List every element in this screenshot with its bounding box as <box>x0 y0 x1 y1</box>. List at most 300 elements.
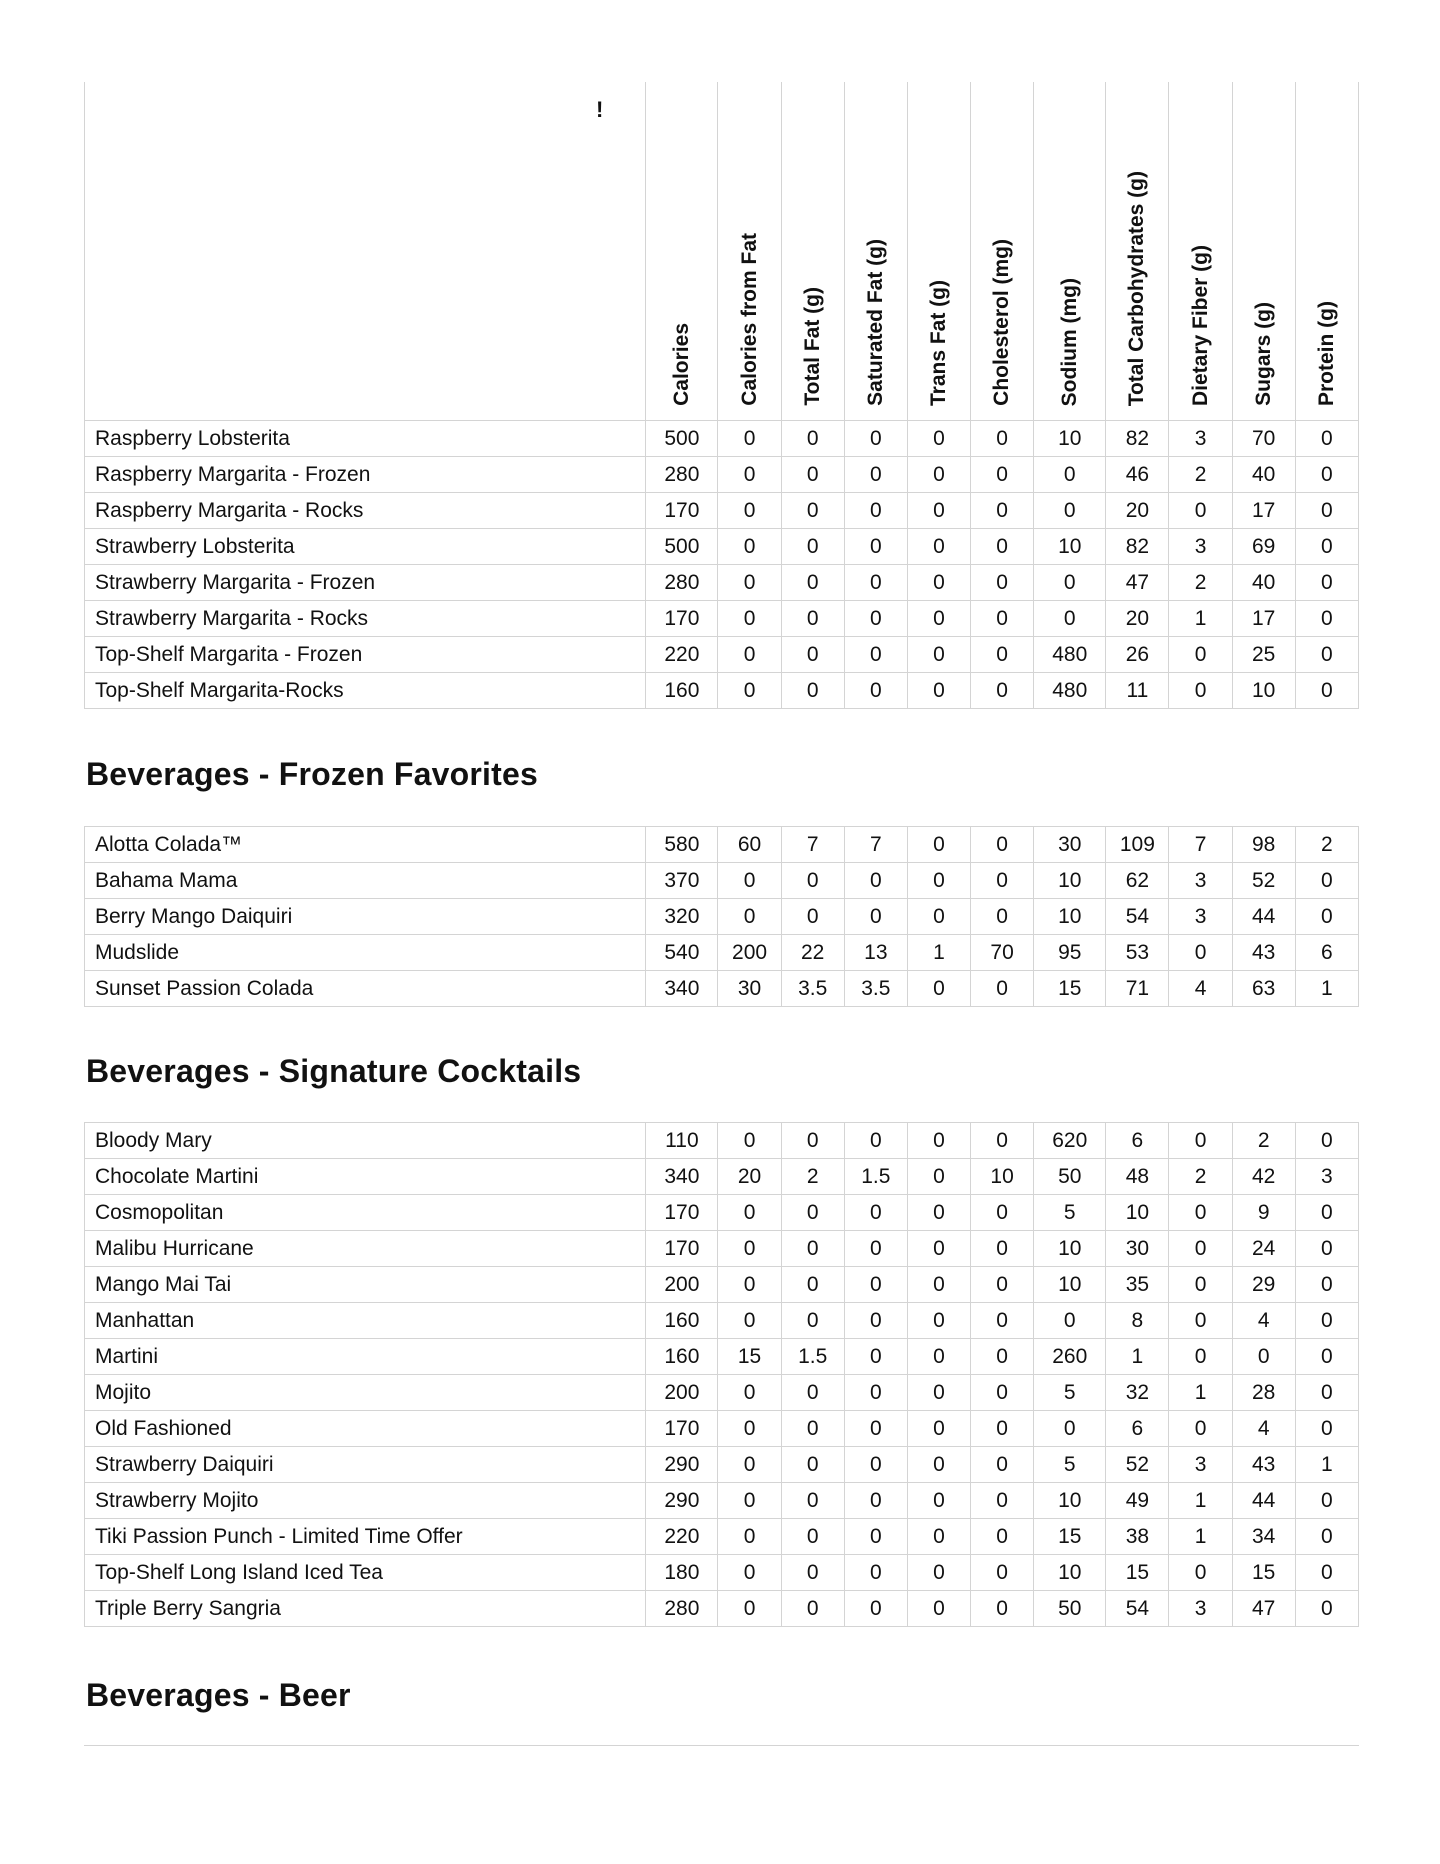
value-cell: 0 <box>971 1267 1034 1303</box>
item-name-cell: Malibu Hurricane <box>85 1231 646 1267</box>
value-cell: 95 <box>1034 935 1106 971</box>
value-cell: 82 <box>1106 529 1169 565</box>
value-cell: 42 <box>1232 1159 1295 1195</box>
value-cell: 0 <box>907 457 970 493</box>
value-cell: 320 <box>646 899 718 935</box>
item-name-cell: Raspberry Margarita - Frozen <box>85 457 646 493</box>
item-name-cell: Strawberry Mojito <box>85 1483 646 1519</box>
value-cell: 1.5 <box>781 1339 844 1375</box>
value-cell: 0 <box>1232 1339 1295 1375</box>
value-cell: 0 <box>1295 529 1358 565</box>
value-cell: 0 <box>1169 1555 1232 1591</box>
value-cell: 540 <box>646 935 718 971</box>
item-name-cell: Top-Shelf Margarita - Frozen <box>85 637 646 673</box>
value-cell: 0 <box>718 565 781 601</box>
value-cell: 200 <box>646 1267 718 1303</box>
value-cell: 0 <box>907 1447 970 1483</box>
value-cell: 109 <box>1106 827 1169 863</box>
value-cell: 0 <box>844 1375 907 1411</box>
value-cell: 4 <box>1232 1411 1295 1447</box>
table-row <box>85 457 1359 493</box>
value-cell: 20 <box>718 1159 781 1195</box>
value-cell: 0 <box>718 899 781 935</box>
value-cell: 29 <box>1232 1267 1295 1303</box>
value-cell: 1 <box>1169 1483 1232 1519</box>
value-cell: 0 <box>907 971 970 1007</box>
value-cell: 0 <box>907 1411 970 1447</box>
value-cell: 0 <box>1169 1195 1232 1231</box>
value-cell: 0 <box>781 421 844 457</box>
value-cell: 280 <box>646 1591 718 1627</box>
value-cell: 10 <box>1106 1195 1169 1231</box>
value-cell: 0 <box>907 1555 970 1591</box>
value-cell: 0 <box>907 673 970 709</box>
value-cell: 25 <box>1232 637 1295 673</box>
value-cell: 1 <box>1295 971 1358 1007</box>
value-cell: 0 <box>718 457 781 493</box>
value-cell: 28 <box>1232 1375 1295 1411</box>
column-header: Dietary Fiber (g) <box>1169 82 1232 421</box>
value-cell: 0 <box>844 1123 907 1159</box>
value-cell: 15 <box>718 1339 781 1375</box>
value-cell: 0 <box>907 1123 970 1159</box>
item-name-cell: Chocolate Martini <box>85 1159 646 1195</box>
item-name-cell: Raspberry Margarita - Rocks <box>85 493 646 529</box>
value-cell: 0 <box>1295 637 1358 673</box>
value-cell: 3 <box>1169 1591 1232 1627</box>
value-cell: 0 <box>907 1267 970 1303</box>
column-header: Total Carbohydrates (g) <box>1106 82 1169 421</box>
value-cell: 170 <box>646 493 718 529</box>
value-cell: 0 <box>971 529 1034 565</box>
value-cell: 180 <box>646 1555 718 1591</box>
value-cell: 0 <box>1034 601 1106 637</box>
value-cell: 0 <box>781 673 844 709</box>
value-cell: 480 <box>1034 637 1106 673</box>
value-cell: 0 <box>971 827 1034 863</box>
value-cell: 0 <box>1295 1411 1358 1447</box>
nutrition-table-frozen-favorites <box>84 826 1359 1007</box>
value-cell: 52 <box>1232 863 1295 899</box>
value-cell: 0 <box>971 1375 1034 1411</box>
value-cell: 0 <box>971 971 1034 1007</box>
value-cell: 15 <box>1034 1519 1106 1555</box>
value-cell: 0 <box>971 1303 1034 1339</box>
value-cell: 0 <box>844 1303 907 1339</box>
value-cell: 1 <box>1169 601 1232 637</box>
value-cell: 10 <box>1034 863 1106 899</box>
value-cell: 0 <box>1295 1339 1358 1375</box>
value-cell: 6 <box>1106 1411 1169 1447</box>
value-cell: 47 <box>1106 565 1169 601</box>
value-cell: 0 <box>1034 493 1106 529</box>
item-name-cell: Mango Mai Tai <box>85 1267 646 1303</box>
section-title-beer: Beverages - Beer <box>86 1677 351 1713</box>
item-name-cell: Strawberry Margarita - Rocks <box>85 601 646 637</box>
value-cell: 0 <box>1295 1555 1358 1591</box>
value-cell: 8 <box>1106 1303 1169 1339</box>
value-cell: 0 <box>1034 565 1106 601</box>
value-cell: 0 <box>781 457 844 493</box>
value-cell: 5 <box>1034 1195 1106 1231</box>
value-cell: 2 <box>1232 1123 1295 1159</box>
value-cell: 0 <box>1169 493 1232 529</box>
value-cell: 3 <box>1169 863 1232 899</box>
value-cell: 0 <box>971 457 1034 493</box>
value-cell: 49 <box>1106 1483 1169 1519</box>
value-cell: 0 <box>718 529 781 565</box>
value-cell: 0 <box>718 1447 781 1483</box>
table-row <box>85 1339 1359 1375</box>
value-cell: 160 <box>646 1303 718 1339</box>
value-cell: 5 <box>1034 1375 1106 1411</box>
value-cell: 10 <box>1232 673 1295 709</box>
value-cell: 0 <box>907 529 970 565</box>
value-cell: 38 <box>1106 1519 1169 1555</box>
value-cell: 0 <box>1295 565 1358 601</box>
value-cell: 0 <box>971 601 1034 637</box>
value-cell: 0 <box>718 421 781 457</box>
value-cell: 98 <box>1232 827 1295 863</box>
value-cell: 0 <box>1169 1303 1232 1339</box>
table-row <box>85 493 1359 529</box>
value-cell: 0 <box>781 899 844 935</box>
value-cell: 10 <box>1034 899 1106 935</box>
table-row <box>85 1231 1359 1267</box>
value-cell: 0 <box>971 899 1034 935</box>
value-cell: 0 <box>781 1375 844 1411</box>
value-cell: 0 <box>844 1195 907 1231</box>
item-name-cell: Strawberry Margarita - Frozen <box>85 565 646 601</box>
value-cell: 0 <box>1295 1303 1358 1339</box>
item-name-cell: Mojito <box>85 1375 646 1411</box>
value-cell: 0 <box>844 601 907 637</box>
value-cell: 44 <box>1232 1483 1295 1519</box>
value-cell: 0 <box>1034 457 1106 493</box>
value-cell: 0 <box>781 601 844 637</box>
value-cell: 10 <box>1034 1555 1106 1591</box>
value-cell: 0 <box>1295 1231 1358 1267</box>
value-cell: 17 <box>1232 601 1295 637</box>
value-cell: 15 <box>1106 1555 1169 1591</box>
value-cell: 340 <box>646 1159 718 1195</box>
value-cell: 0 <box>781 1267 844 1303</box>
table-header-row <box>85 82 1359 421</box>
header-mark: ! <box>596 97 604 122</box>
value-cell: 22 <box>781 935 844 971</box>
value-cell: 54 <box>1106 899 1169 935</box>
value-cell: 0 <box>907 827 970 863</box>
item-name-cell: Berry Mango Daiquiri <box>85 899 646 935</box>
value-cell: 0 <box>844 673 907 709</box>
value-cell: 0 <box>781 1123 844 1159</box>
item-name-cell: Strawberry Lobsterita <box>85 529 646 565</box>
value-cell: 52 <box>1106 1447 1169 1483</box>
value-cell: 0 <box>907 565 970 601</box>
value-cell: 34 <box>1232 1519 1295 1555</box>
column-header: Protein (g) <box>1295 82 1358 421</box>
value-cell: 0 <box>781 1303 844 1339</box>
value-cell: 43 <box>1232 935 1295 971</box>
value-cell: 0 <box>971 1519 1034 1555</box>
value-cell: 370 <box>646 863 718 899</box>
value-cell: 0 <box>907 1591 970 1627</box>
value-cell: 6 <box>1106 1123 1169 1159</box>
value-cell: 0 <box>1169 1123 1232 1159</box>
table-row <box>85 1591 1359 1627</box>
section-title-signature-cocktails: Beverages - Signature Cocktails <box>86 1053 582 1089</box>
value-cell: 0 <box>1295 421 1358 457</box>
value-cell: 0 <box>844 1339 907 1375</box>
value-cell: 50 <box>1034 1591 1106 1627</box>
value-cell: 0 <box>971 493 1034 529</box>
value-cell: 0 <box>1169 637 1232 673</box>
value-cell: 3.5 <box>844 971 907 1007</box>
value-cell: 43 <box>1232 1447 1295 1483</box>
column-header: Cholesterol (mg) <box>971 82 1034 421</box>
value-cell: 1 <box>1295 1447 1358 1483</box>
value-cell: 0 <box>971 565 1034 601</box>
value-cell: 10 <box>1034 1231 1106 1267</box>
value-cell: 3 <box>1169 1447 1232 1483</box>
value-cell: 0 <box>718 1267 781 1303</box>
value-cell: 0 <box>971 1231 1034 1267</box>
value-cell: 0 <box>1295 673 1358 709</box>
value-cell: 2 <box>781 1159 844 1195</box>
value-cell: 70 <box>1232 421 1295 457</box>
value-cell: 15 <box>1034 971 1106 1007</box>
value-cell: 13 <box>844 935 907 971</box>
value-cell: 290 <box>646 1483 718 1519</box>
value-cell: 0 <box>971 1483 1034 1519</box>
value-cell: 32 <box>1106 1375 1169 1411</box>
value-cell: 0 <box>718 1123 781 1159</box>
value-cell: 0 <box>907 493 970 529</box>
value-cell: 30 <box>1106 1231 1169 1267</box>
value-cell: 0 <box>844 1411 907 1447</box>
table-row <box>85 1555 1359 1591</box>
item-name-cell: Raspberry Lobsterita <box>85 421 646 457</box>
value-cell: 26 <box>1106 637 1169 673</box>
value-cell: 69 <box>1232 529 1295 565</box>
table-row <box>85 863 1359 899</box>
table-row <box>85 529 1359 565</box>
value-cell: 0 <box>781 565 844 601</box>
value-cell: 0 <box>718 1555 781 1591</box>
value-cell: 0 <box>907 1339 970 1375</box>
table-row <box>85 565 1359 601</box>
value-cell: 0 <box>1295 457 1358 493</box>
value-cell: 5 <box>1034 1447 1106 1483</box>
value-cell: 0 <box>781 493 844 529</box>
value-cell: 0 <box>781 863 844 899</box>
value-cell: 53 <box>1106 935 1169 971</box>
value-cell: 0 <box>844 1591 907 1627</box>
value-cell: 0 <box>844 899 907 935</box>
value-cell: 620 <box>1034 1123 1106 1159</box>
nutrition-table-margaritas <box>84 82 1359 709</box>
value-cell: 82 <box>1106 421 1169 457</box>
value-cell: 0 <box>971 1195 1034 1231</box>
item-name-cell: Bloody Mary <box>85 1123 646 1159</box>
nutrition-table-signature-cocktails <box>84 1122 1359 1627</box>
value-cell: 0 <box>1034 1411 1106 1447</box>
value-cell: 580 <box>646 827 718 863</box>
item-name-cell: Tiki Passion Punch - Limited Time Offer <box>85 1519 646 1555</box>
value-cell: 220 <box>646 637 718 673</box>
value-cell: 0 <box>971 673 1034 709</box>
value-cell: 0 <box>1295 493 1358 529</box>
column-header: Calories <box>646 82 718 421</box>
value-cell: 0 <box>844 565 907 601</box>
value-cell: 50 <box>1034 1159 1106 1195</box>
value-cell: 0 <box>1295 1375 1358 1411</box>
value-cell: 0 <box>907 1519 970 1555</box>
value-cell: 48 <box>1106 1159 1169 1195</box>
value-cell: 0 <box>781 529 844 565</box>
value-cell: 0 <box>971 421 1034 457</box>
value-cell: 0 <box>718 1303 781 1339</box>
value-cell: 46 <box>1106 457 1169 493</box>
value-cell: 7 <box>1169 827 1232 863</box>
value-cell: 3 <box>1295 1159 1358 1195</box>
value-cell: 0 <box>718 1411 781 1447</box>
value-cell: 10 <box>1034 421 1106 457</box>
value-cell: 200 <box>718 935 781 971</box>
value-cell: 2 <box>1169 1159 1232 1195</box>
value-cell: 480 <box>1034 673 1106 709</box>
value-cell: 0 <box>844 529 907 565</box>
value-cell: 0 <box>844 1555 907 1591</box>
item-name-cell: Top-Shelf Long Island Iced Tea <box>85 1555 646 1591</box>
value-cell: 10 <box>1034 1483 1106 1519</box>
value-cell: 260 <box>1034 1339 1106 1375</box>
value-cell: 170 <box>646 1231 718 1267</box>
value-cell: 0 <box>844 457 907 493</box>
table-row <box>85 971 1359 1007</box>
value-cell: 170 <box>646 1411 718 1447</box>
value-cell: 0 <box>1295 1483 1358 1519</box>
value-cell: 0 <box>718 1375 781 1411</box>
value-cell: 0 <box>907 1159 970 1195</box>
value-cell: 0 <box>971 1411 1034 1447</box>
value-cell: 0 <box>907 1231 970 1267</box>
value-cell: 0 <box>718 863 781 899</box>
value-cell: 6 <box>1295 935 1358 971</box>
table-row <box>85 1159 1359 1195</box>
value-cell: 15 <box>1232 1555 1295 1591</box>
value-cell: 0 <box>971 1123 1034 1159</box>
table-row <box>85 637 1359 673</box>
value-cell: 0 <box>718 601 781 637</box>
value-cell: 0 <box>1169 935 1232 971</box>
item-name-cell: Manhattan <box>85 1303 646 1339</box>
value-cell: 0 <box>781 637 844 673</box>
value-cell: 0 <box>1295 1267 1358 1303</box>
value-cell: 3 <box>1169 529 1232 565</box>
value-cell: 0 <box>844 421 907 457</box>
value-cell: 0 <box>971 1591 1034 1627</box>
value-cell: 2 <box>1169 565 1232 601</box>
value-cell: 500 <box>646 529 718 565</box>
value-cell: 0 <box>718 1231 781 1267</box>
value-cell: 60 <box>718 827 781 863</box>
item-name-cell: Mudslide <box>85 935 646 971</box>
value-cell: 10 <box>1034 1267 1106 1303</box>
item-name-cell: Old Fashioned <box>85 1411 646 1447</box>
value-cell: 0 <box>1295 601 1358 637</box>
item-name-cell: Sunset Passion Colada <box>85 971 646 1007</box>
value-cell: 20 <box>1106 493 1169 529</box>
item-name-cell: Alotta Colada™ <box>85 827 646 863</box>
column-header: Saturated Fat (g) <box>844 82 907 421</box>
value-cell: 0 <box>718 637 781 673</box>
value-cell: 0 <box>781 1411 844 1447</box>
table-row <box>85 935 1359 971</box>
value-cell: 0 <box>781 1483 844 1519</box>
value-cell: 0 <box>971 1447 1034 1483</box>
value-cell: 54 <box>1106 1591 1169 1627</box>
value-cell: 0 <box>844 863 907 899</box>
value-cell: 63 <box>1232 971 1295 1007</box>
value-cell: 0 <box>844 1267 907 1303</box>
table-row <box>85 1195 1359 1231</box>
value-cell: 4 <box>1232 1303 1295 1339</box>
section-title-frozen-favorites: Beverages - Frozen Favorites <box>86 756 538 792</box>
table-row <box>85 673 1359 709</box>
value-cell: 0 <box>1169 1339 1232 1375</box>
value-cell: 3 <box>1169 899 1232 935</box>
value-cell: 70 <box>971 935 1034 971</box>
value-cell: 0 <box>1295 1123 1358 1159</box>
value-cell: 0 <box>971 637 1034 673</box>
item-name-cell: Triple Berry Sangria <box>85 1591 646 1627</box>
value-cell: 9 <box>1232 1195 1295 1231</box>
value-cell: 2 <box>1295 827 1358 863</box>
table-row <box>85 1519 1359 1555</box>
value-cell: 0 <box>844 1447 907 1483</box>
column-header: Calories from Fat <box>718 82 781 421</box>
value-cell: 0 <box>718 1195 781 1231</box>
value-cell: 0 <box>844 1483 907 1519</box>
value-cell: 110 <box>646 1123 718 1159</box>
value-cell: 20 <box>1106 601 1169 637</box>
value-cell: 11 <box>1106 673 1169 709</box>
value-cell: 0 <box>1169 1411 1232 1447</box>
value-cell: 0 <box>844 1519 907 1555</box>
value-cell: 170 <box>646 601 718 637</box>
value-cell: 0 <box>907 1303 970 1339</box>
value-cell: 44 <box>1232 899 1295 935</box>
value-cell: 220 <box>646 1519 718 1555</box>
value-cell: 0 <box>907 899 970 935</box>
value-cell: 0 <box>781 1519 844 1555</box>
value-cell: 40 <box>1232 565 1295 601</box>
item-name-cell: Top-Shelf Margarita-Rocks <box>85 673 646 709</box>
table-row <box>85 601 1359 637</box>
value-cell: 0 <box>907 421 970 457</box>
value-cell: 1.5 <box>844 1159 907 1195</box>
table-row <box>85 1375 1359 1411</box>
value-cell: 3.5 <box>781 971 844 1007</box>
value-cell: 0 <box>971 1339 1034 1375</box>
value-cell: 170 <box>646 1195 718 1231</box>
column-header: Trans Fat (g) <box>907 82 970 421</box>
table-row <box>85 1267 1359 1303</box>
value-cell: 0 <box>1295 1195 1358 1231</box>
value-cell: 0 <box>718 493 781 529</box>
value-cell: 0 <box>1295 1519 1358 1555</box>
